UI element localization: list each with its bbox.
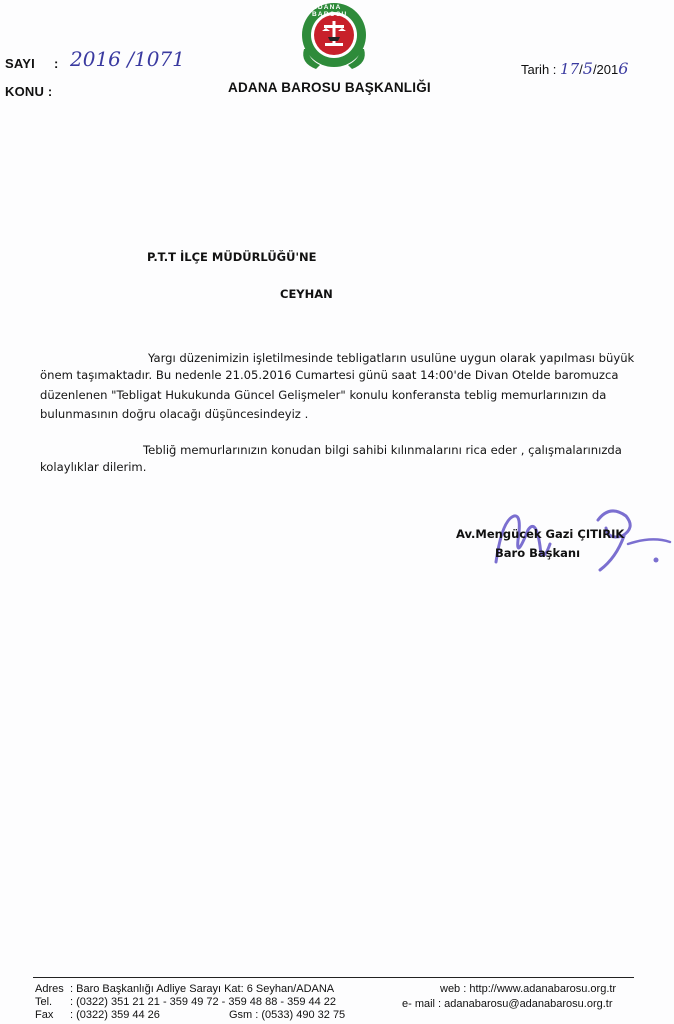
footer-adres-label: Adres [35, 983, 64, 995]
paragraph-1-line-3: düzenlenen "Tebligat Hukukunda Güncel Gelişmeler" konulu konferansta teblig memurlarınızın da [40, 388, 607, 402]
tarih-year-prefix: /201 [592, 62, 619, 77]
footer-adres-value: : Baro Başkanlığı Adliye Sarayı Kat: 6 Seyhan/ADANA [70, 983, 335, 995]
sayi-label: SAYI [5, 56, 35, 71]
footer-fax-label: Fax [35, 1009, 54, 1021]
recipient-line-2: CEYHAN [280, 287, 333, 301]
tarih-month: 5 [582, 59, 593, 78]
footer-email[interactable]: e- mail : adanabarosu@adanabarosu.org.tr [402, 998, 613, 1010]
konu-label: KONU : [5, 84, 53, 99]
footer-divider [33, 977, 634, 978]
tarih-label: Tarih : [521, 62, 557, 77]
tarih-block: Tarih : 17/5/2016 [521, 59, 629, 78]
sayi-colon: : [54, 56, 59, 71]
paragraph-2-line-1: Tebliğ memurlarınızın konudan bilgi sahibi kılınmalarını rica eder , çalışmalarınızda [143, 443, 622, 457]
tarih-year-digit: 6 [618, 59, 629, 78]
org-title: ADANA BAROSU BAŞKANLIĞI [228, 80, 431, 95]
footer-fax-value: : (0322) 359 44 26 [70, 1009, 160, 1021]
footer-web[interactable]: web : http://www.adanabarosu.org.tr [440, 983, 617, 995]
footer-gsm: Gsm : (0533) 490 32 75 [229, 1009, 346, 1021]
paragraph-1-line-2: önem taşımaktadır. Bu nedenle 21.05.2016 Cumartesi günü saat 14:00'de Divan Otelde baromuzca [40, 368, 619, 382]
recipient-line-1: P.T.T İLÇE MÜDÜRLÜĞÜ'NE [147, 250, 317, 264]
logo-text: ADANA BAROSU [312, 4, 348, 18]
footer-tel-label: Tel. [35, 996, 53, 1008]
signatory-name: Av.Mengücek Gazi ÇITIRIK [456, 527, 625, 541]
paragraph-1-line-4: bulunmasının doğru olacağı düşüncesindeyiz . [40, 407, 309, 421]
signatory-title: Baro Başkanı [495, 546, 581, 560]
bar-association-logo [298, 1, 370, 73]
footer-tel-value: : (0322) 351 21 21 - 359 49 72 - 359 48 88 - 359 44 22 [70, 996, 337, 1008]
tarih-day: 17 [560, 60, 580, 78]
sayi-value: 2016 /1071 [70, 47, 185, 71]
paragraph-2-line-2: kolaylıklar dilerim. [40, 460, 147, 474]
paragraph-1-line-1: Yargı düzenimizin işletilmesinde tebligatların usulüne uygun olarak yapılması büyük [148, 351, 635, 365]
